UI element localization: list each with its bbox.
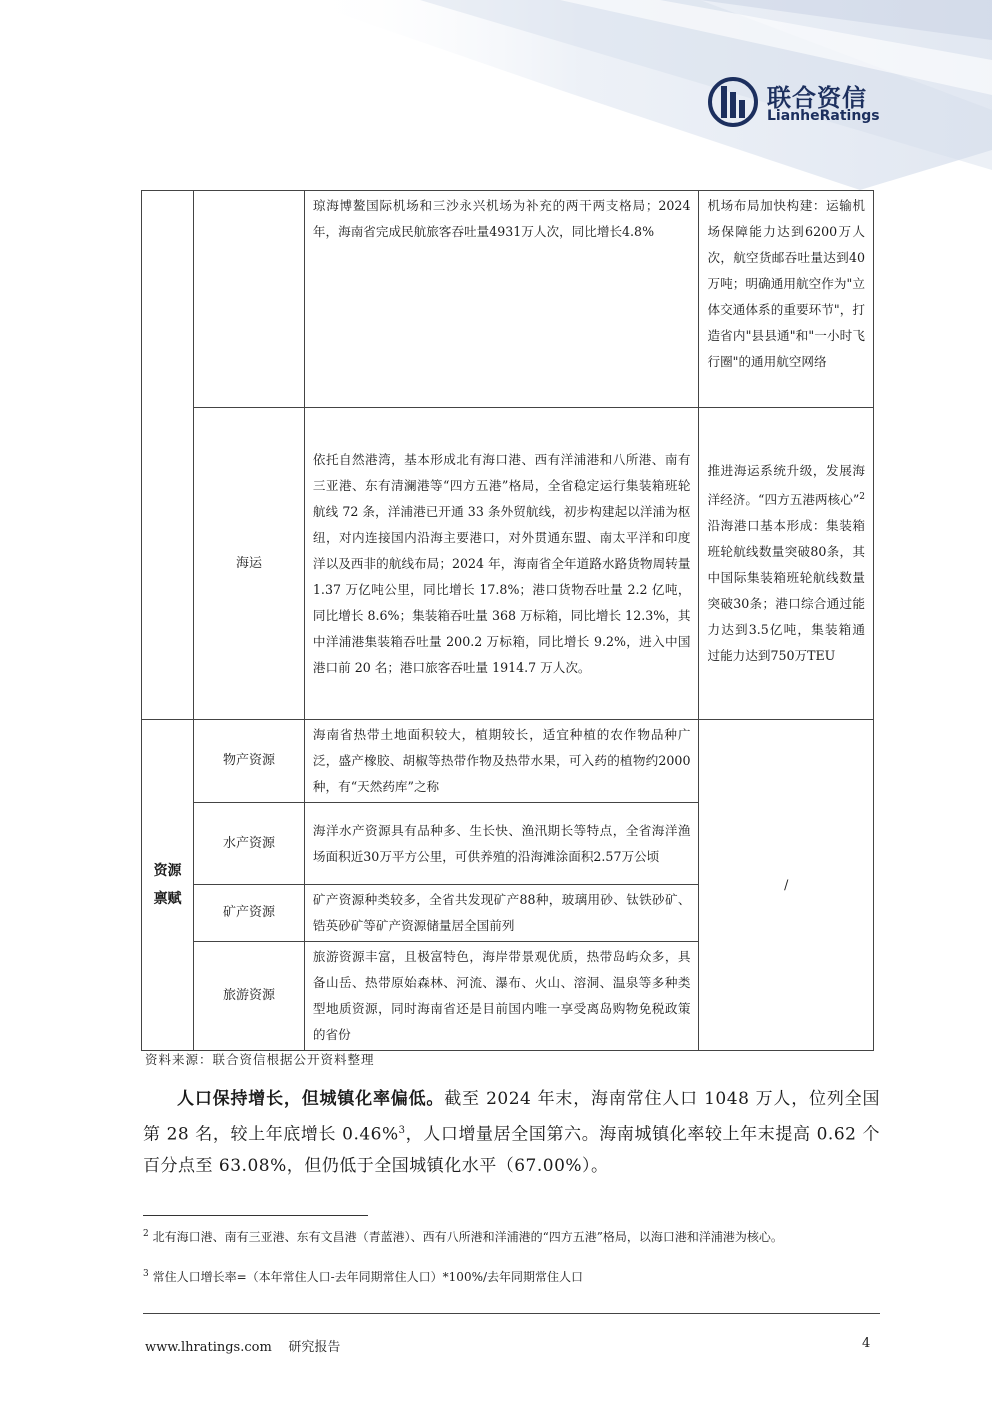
- footnote: [143, 1225, 880, 1247]
- detail-cell: 矿产资源种类较多，全省共发现矿产88种，玻璃用砂、钛铁砂矿、锆英砂矿等矿产资源储量居全国前列: [304, 885, 699, 942]
- item-cell: 矿产资源: [194, 885, 305, 942]
- detail-cell: 琼海博鳌国际机场和三沙永兴机场为补充的两干两支格局；2024年，海南省完成民航旅客吞吐量4931万人次，同比增长4.8%: [304, 191, 699, 408]
- footnote-ref: 3: [398, 1125, 406, 1136]
- table-row: [142, 720, 874, 803]
- footnote-divider: [143, 1215, 368, 1216]
- footnote-text: 常住人口增长率=（本年常住人口-去年同期常住人口）*100%/去年同期常住人口: [152, 1270, 584, 1284]
- brand-name-en: LianheRatings: [767, 108, 880, 124]
- detail-cell: 旅游资源丰富，且极富特色，海岸带景观优质，热带岛屿众多，具备山岳、热带原始森林、河流、瀑布、火山、溶洞、温泉等多种类型地质资源，同时海南省还是目前国内唯一享受离岛购物免税政策的省份: [304, 942, 699, 1051]
- paragraph-text-b: ，人口增量居全国第六。海南城镇化率较上年末提高 0.62 个百分点至 63.08%，但仍低于全国城镇化水平（67.00%）。: [143, 1124, 880, 1176]
- footnote-ref: 2: [859, 491, 865, 502]
- table-row: [142, 191, 874, 408]
- category-line-1: 资源: [153, 863, 182, 879]
- item-cell: 旅游资源: [194, 942, 305, 1051]
- source-note: 资料来源：联合资信根据公开资料整理: [145, 1052, 375, 1067]
- footer-divider: [143, 1313, 880, 1314]
- paragraph-text-a: 截至 2024 年末，海南常住人口 1048 万人，位列全国第 28 名，较上年底增长 0.46%: [143, 1089, 880, 1145]
- footnote-text: 北有海口港、南有三亚港、东有文昌港（青蓝港）、西有八所港和洋浦港的“四方五港”格局，以海口港和洋浦港为核心。: [152, 1230, 783, 1244]
- footnote-number: 3: [143, 1269, 149, 1279]
- footer-site-link[interactable]: www.lhratings.com: [145, 1340, 272, 1355]
- footnote: [143, 1265, 880, 1287]
- plan-text-a: 推进海运系统升级，发展海洋经济。“四方五港两核心”: [707, 462, 865, 508]
- detail-cell: 依托自然港湾，基本形成北有海口港、西有洋浦港和八所港、南有三亚港、东有清澜港等“四方五港”格局，全省稳定运行集装箱班轮航线 72 条，洋浦港已开通 33 条外贸航线，初步构建起以洋浦为枢纽，对内连接国内沿海主要港口，对外贯通东盟、南太平洋和印度洋以及西非的航线布局；2024 年，海南省全年道路水路货物周转量 1.37 万亿吨公里，同比增长 17.8%；港口货物吞吐量 2.2 亿吨，同比增长 8.6%；集装箱吞吐量 368 万标箱，同比增长 12.3%，其中洋浦港集装箱吞吐量 200.2 万标箱，同比增长 9.2%，进入中国港口前 20 名；港口旅客吞吐量 1914.7 万人次。: [304, 408, 699, 720]
- page-number: 4: [862, 1336, 871, 1351]
- brand-logo: [707, 76, 897, 132]
- plan-cell: 机场布局加快构建：运输机场保障能力达到6200万人次，航空货邮吞吐量达到40万吨；明确通用航空作为"立体交通体系的重要环节"，打造省内"县县通"和"一小时飞行圈"的通用航空网络: [699, 191, 874, 408]
- plan-text-b: 沿海港口基本形成：集装箱班轮航线数量突破80条，其中国际集装箱班轮航线数量突破30条；港口综合通过能力达到3.5亿吨，集装箱通过能力达到750万TEU: [707, 518, 865, 664]
- category-cell-empty: [142, 191, 194, 720]
- category-cell: [142, 720, 194, 1051]
- body-paragraph: [143, 1084, 880, 1182]
- item-cell-empty: [194, 191, 305, 408]
- footnote-number: 2: [143, 1229, 149, 1239]
- plan-cell: [699, 408, 874, 720]
- footer-left: [145, 1336, 340, 1355]
- paragraph-lead: 人口保持增长，但城镇化率偏低。: [177, 1089, 445, 1109]
- infrastructure-resources-table: [141, 190, 874, 1051]
- detail-cell: 海南省热带土地面积较大，植期较长，适宜种植的农作物品种广泛，盛产橡胶、胡椒等热带作物及热带水果，可入药的植物约2000种，有“天然药库”之称: [304, 720, 699, 803]
- brand-name-cn: 联合资信: [767, 84, 867, 112]
- item-cell: 海运: [194, 408, 305, 720]
- table-row: [142, 408, 874, 720]
- category-line-2: 禀赋: [153, 891, 182, 907]
- item-cell: 水产资源: [194, 803, 305, 885]
- logo-mark-icon: [707, 76, 759, 128]
- plan-cell: /: [699, 720, 874, 1051]
- detail-cell: 海洋水产资源具有品种多、生长快、渔汛期长等特点，全省海洋渔场面积近30万平方公里，可供养殖的沿海滩涂面积2.57万公顷: [304, 803, 699, 885]
- item-cell: 物产资源: [194, 720, 305, 803]
- footer-label: 研究报告: [288, 1340, 341, 1355]
